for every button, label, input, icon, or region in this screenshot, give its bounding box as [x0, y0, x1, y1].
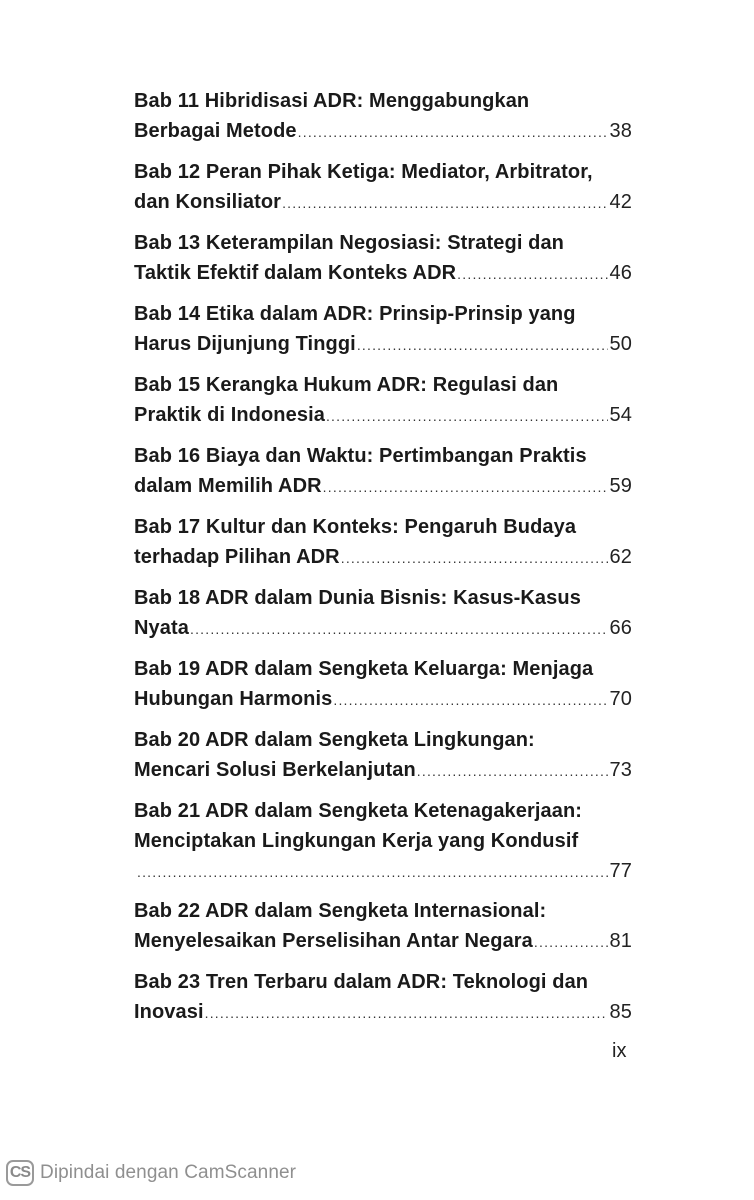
toc-entry-title-cont: Nyata: [134, 617, 189, 639]
toc-entry-title-cont: Harus Dijunjung Tinggi: [134, 333, 356, 355]
scanner-watermark: [6, 1160, 296, 1186]
toc-entry-bab-23[interactable]: [134, 967, 632, 1038]
toc-entry-bab-21[interactable]: [134, 796, 632, 896]
toc-entry-bab-18[interactable]: [134, 583, 632, 654]
toc-entry-title: Bab 22 ADR dalam Sengketa Internasional:: [134, 900, 547, 922]
toc-entry-title: Bab 11 Hibridisasi ADR: Menggabungkan: [134, 90, 530, 112]
dot-leader: [341, 543, 608, 573]
toc-entry-bab-20[interactable]: [134, 725, 632, 796]
dot-leader: [457, 259, 607, 289]
dot-leader: [534, 927, 608, 957]
page-number: ix: [612, 1040, 627, 1062]
toc-page-number: 70: [609, 688, 632, 710]
toc-page-number: 54: [609, 404, 632, 426]
toc-entry-title: Bab 14 Etika dalam ADR: Prinsip-Prinsip yang: [134, 303, 576, 325]
toc-entry-bab-14[interactable]: [134, 299, 632, 370]
dot-leader: [298, 117, 608, 147]
dot-leader: [323, 472, 608, 502]
toc-entry-title-cont: Berbagai Metode: [134, 120, 297, 142]
toc-page-number: 50: [609, 333, 632, 355]
toc-page-number: 66: [609, 617, 632, 639]
dot-leader: [190, 614, 608, 644]
toc-entry-title-cont: Menyelesaikan Perselisihan Antar Negara: [134, 930, 533, 952]
dot-leader: [205, 998, 608, 1028]
toc-entry-title-cont: Menciptakan Lingkungan Kerja yang Kondusif: [134, 830, 579, 852]
toc-page-number: 85: [609, 1001, 632, 1023]
toc-entry-title: Bab 19 ADR dalam Sengketa Keluarga: Menjaga: [134, 658, 594, 680]
dot-leader: [357, 330, 608, 360]
toc-entry-bab-16[interactable]: [134, 441, 632, 512]
toc-entry-title-cont: Taktik Efektif dalam Konteks ADR: [134, 262, 457, 284]
toc-entry-title-cont: terhadap Pilihan ADR: [134, 546, 340, 568]
camscanner-logo-icon: CS: [6, 1160, 34, 1186]
toc-page-number: 62: [609, 546, 632, 568]
toc-entry-title-cont: Mencari Solusi Berkelanjutan: [134, 759, 416, 781]
toc-page-number: 81: [609, 930, 632, 952]
toc-page-number: 73: [609, 759, 632, 781]
toc-entry-bab-15[interactable]: [134, 370, 632, 441]
toc-page-number: 42: [609, 191, 632, 213]
toc-entry-title: Bab 15 Kerangka Hukum ADR: Regulasi dan: [134, 374, 559, 396]
toc-entry-bab-19[interactable]: [134, 654, 632, 725]
dot-leader: [282, 188, 607, 218]
toc-entry-bab-22[interactable]: [134, 896, 632, 967]
toc-entry-bab-13[interactable]: [134, 228, 632, 299]
dot-leader: [417, 756, 608, 786]
toc-entry-bab-17[interactable]: [134, 512, 632, 583]
table-of-contents: [134, 86, 632, 1038]
toc-page-number: 59: [609, 475, 632, 497]
toc-entry-title: Bab 23 Tren Terbaru dalam ADR: Teknologi dan: [134, 971, 589, 993]
dot-leader: [333, 685, 607, 715]
toc-page-number: 38: [609, 120, 632, 142]
toc-entry-bab-12[interactable]: [134, 157, 632, 228]
toc-entry-title-cont: Praktik di Indonesia: [134, 404, 325, 426]
toc-entry-title-cont: Hubungan Harmonis: [134, 688, 333, 710]
toc-entry-title: Bab 12 Peran Pihak Ketiga: Mediator, Arbitrator,: [134, 161, 593, 183]
watermark-text: Dipindai dengan CamScanner: [40, 1162, 297, 1183]
toc-entry-title: Bab 21 ADR dalam Sengketa Ketenagakerjaan:: [134, 800, 583, 822]
toc-entry-title-cont: dalam Memilih ADR: [134, 475, 322, 497]
toc-entry-title: Bab 17 Kultur dan Konteks: Pengaruh Budaya: [134, 516, 577, 538]
toc-entry-title: Bab 18 ADR dalam Dunia Bisnis: Kasus-Kasus: [134, 587, 581, 609]
toc-entry-title: Bab 20 ADR dalam Sengketa Lingkungan:: [134, 729, 535, 751]
dot-leader: [326, 401, 608, 431]
toc-page-number: 77: [609, 860, 632, 882]
toc-entry-title: Bab 13 Keterampilan Negosiasi: Strategi dan: [134, 232, 564, 254]
toc-entry-title-cont: dan Konsiliator: [134, 191, 282, 213]
toc-entry-bab-11[interactable]: [134, 86, 632, 157]
dot-leader: [137, 857, 608, 887]
toc-entry-title-cont: Inovasi: [134, 1001, 204, 1023]
toc-entry-title: Bab 16 Biaya dan Waktu: Pertimbangan Praktis: [134, 445, 587, 467]
toc-page-number: 46: [609, 262, 632, 284]
